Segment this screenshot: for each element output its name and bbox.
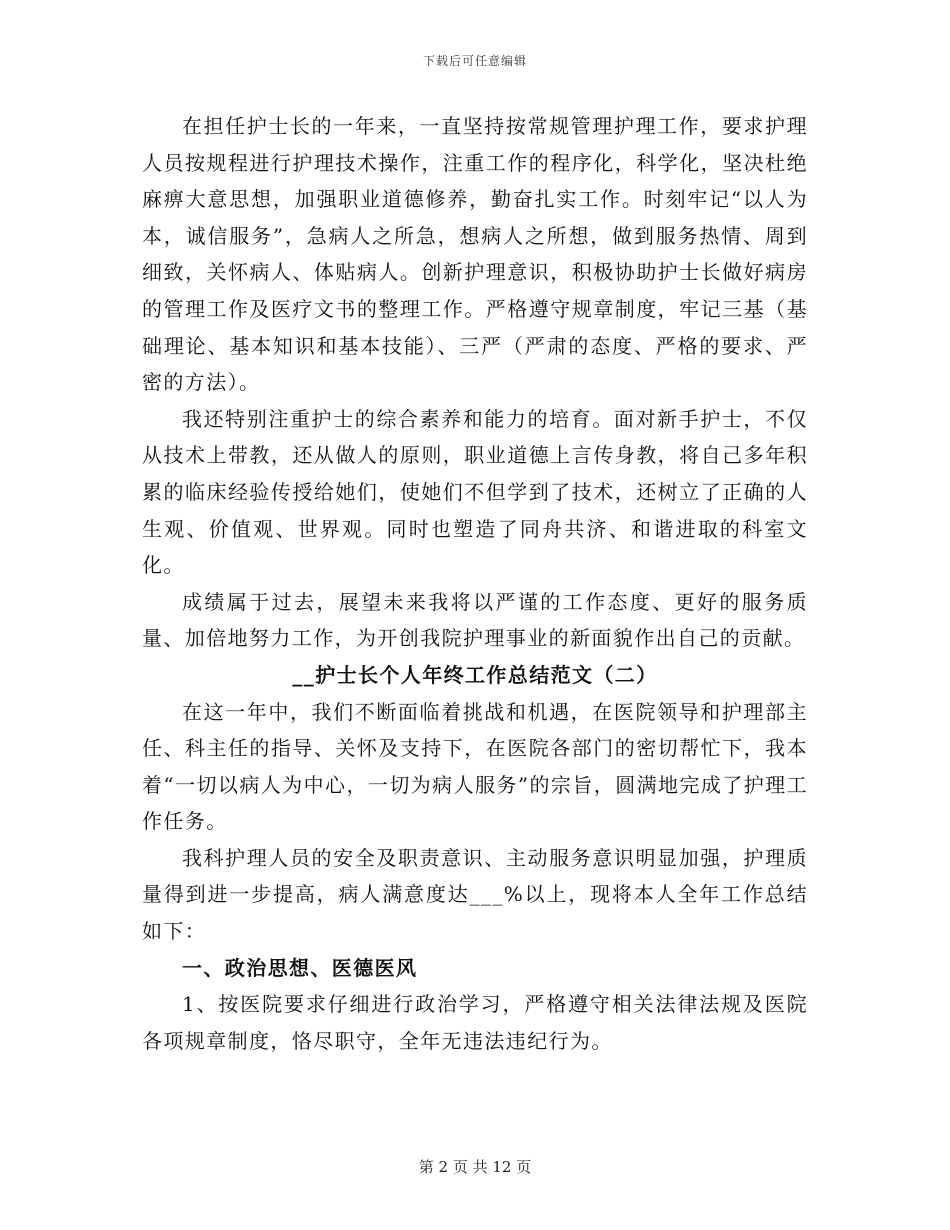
paragraph-year-review: 在这一年中，我们不断面临着挑战和机遇，在医院领导和护理部主任、科主任的指导、关怀及支持下，在医院各部门的密切帮忙下，我本着“一切以病人为中心，一切为病人服务”的宗旨，圆满地完成了护理工作任务。 — [142, 699, 808, 834]
document-body — [142, 108, 808, 1059]
page-number-footer: 第 2 页 共 12 页 — [418, 1158, 532, 1176]
paragraph-nurse-training: 我还特别注重护士的综合素养和能力的培育。面对新手护士，不仅从技术上带教，还从做人的原则，职业道德上言传身教，将自己多年积累的临床经验传授给她们，使她们不但学到了技术，还树立了正确的人生观、价值观、世界观。同时也塑造了同舟共济、和谐进取的科室文化。 — [142, 406, 808, 578]
subheading-political-ethics: 一、政治思想、医德医风 — [182, 955, 418, 980]
paragraph-outlook: 成绩属于过去，展望未来我将以严谨的工作态度、更好的服务质量、加倍地努力工作，为开创我院护理事业的新面貌作出自己的贡献。 — [142, 589, 808, 651]
page-header: 下载后可任意编辑 — [422, 54, 527, 68]
paragraph-political-study: 1、按医院要求仔细进行政治学习，严格遵守相关法律法规及医院各项规章制度，恪尽职守，全年无违法违纪行为。 — [142, 992, 808, 1053]
section-title: __护士长个人年终工作总结范文（二） — [292, 662, 658, 687]
paragraph-quality-improvement: 我科护理人员的安全及职责意识、主动服务意识明显加强，护理质量得到进一步提高，病人满意度达___%以上，现将本人全年工作总结如下： — [142, 845, 808, 944]
paragraph-head-nurse-management: 在担任护士长的一年来，一直坚持按常规管理护理工作，要求护理人员按规程进行护理技术操作，注重工作的程序化，科学化，坚决杜绝麻痹大意思想，加强职业道德修养，勤奋扎实工作。时刻牢记“以人为本，诚信服务”，急病人之所急，想病人之所想，做到服务热情、周到细致，关怀病人、体贴病人。创新护理意识，积极协助护士长做好病房的管理工作及医疗文书的整理工作。严格遵守规章制度，牢记三基（基础理论、基本知识和基本技能）、三严（严肃的态度、严格的要求、严密的方法）。 — [142, 114, 808, 395]
